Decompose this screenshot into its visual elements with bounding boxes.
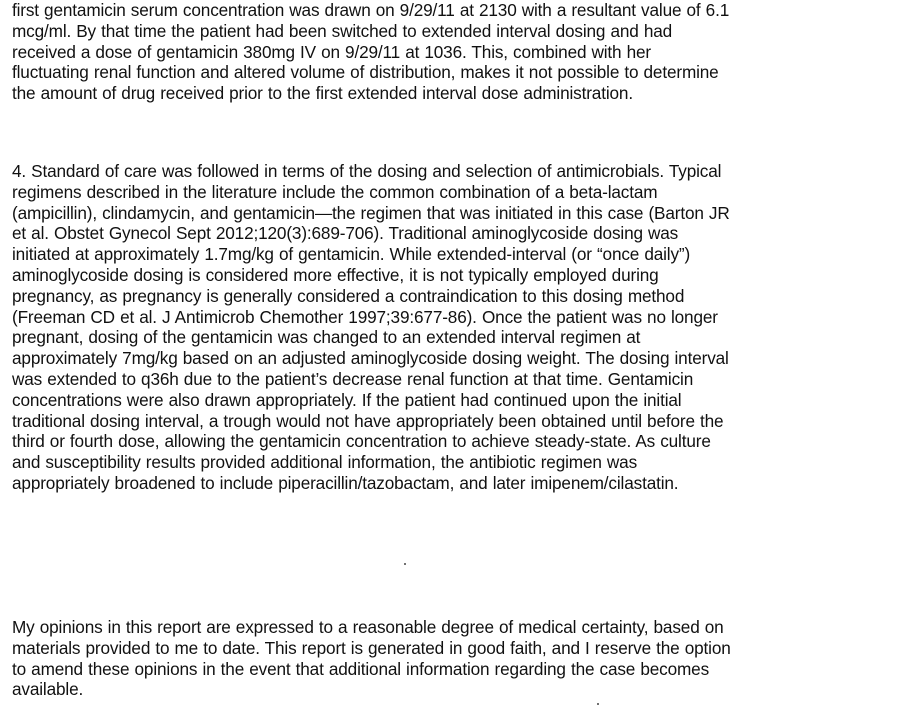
text-line: was extended to q36h due to the patient’s decrease renal function at that time. Gentamicin: [12, 368, 694, 389]
text-line: concentrations were also drawn appropriately. If the patient had continued upon the initial: [12, 389, 682, 410]
paragraph-standard-of-care: [12, 161, 730, 494]
text-line: (ampicillin), clindamycin, and gentamicin—the regimen that was initiated in this case (Barton JR: [12, 202, 730, 223]
text-line: regimens described in the literature include the common combination of a beta-lactam: [12, 181, 658, 202]
text-line: pregnant, dosing of the gentamicin was changed to an extended interval regimen at: [12, 327, 641, 348]
text-line: initiated at approximately 1.7mg/kg of gentamicin. While extended-interval (or “once daily”): [12, 244, 691, 265]
text-line: received a dose of gentamicin 380mg IV on 9/29/11 at 1036. This, combined with her: [12, 41, 651, 62]
text-line: 4. Standard of care was followed in terms of the dosing and selection of antimicrobials. Typical: [12, 161, 722, 181]
text-line: available.: [12, 679, 84, 700]
text-line: (Freeman CD et al. J Antimicrob Chemother 1997;39:677-86). Once the patient was no longer: [12, 306, 718, 327]
text-line: My opinions in this report are expressed to a reasonable degree of medical certainty, based on: [12, 617, 724, 637]
text-line: fluctuating renal function and altered volume of distribution, makes it not possible to determine: [12, 62, 719, 83]
text-line: traditional dosing interval, a trough would not have appropriately been obtained until before the: [12, 410, 724, 431]
paragraph-gentamicin-concentration: [12, 0, 729, 104]
paragraph-opinions-statement: [12, 617, 731, 700]
text-line: mcg/ml. By that time the patient had been switched to extended interval dosing and had: [12, 20, 673, 41]
text-line: and susceptibility results provided additional information, the antibiotic regimen was: [12, 452, 638, 473]
text-line: to amend these opinions in the event that additional information regarding the case becomes: [12, 658, 710, 679]
text-line: the amount of drug received prior to the first extended interval dose administration.: [12, 83, 633, 104]
scan-speck: [404, 563, 406, 565]
scan-speck: [597, 703, 599, 705]
text-line: et al. Obstet Gynecol Sept 2012;120(3):689-706). Traditional aminoglycoside dosing was: [12, 223, 679, 244]
text-line: pregnancy, as pregnancy is generally considered a contraindication to this dosing method: [12, 285, 685, 306]
text-line: materials provided to me to date. This report is generated in good faith, and I reserve the option: [12, 637, 731, 658]
text-line: first gentamicin serum concentration was drawn on 9/29/11 at 2130 with a resultant value of 6.1: [12, 0, 730, 20]
text-line: aminoglycoside dosing is considered more effective, it is not typically employed during: [12, 264, 659, 285]
text-line: approximately 7mg/kg based on an adjusted aminoglycoside dosing weight. The dosing interval: [12, 348, 729, 369]
text-line: third or fourth dose, allowing the gentamicin concentration to achieve steady-state. As culture: [12, 431, 711, 452]
text-line: appropriately broadened to include piperacillin/tazobactam, and later imipenem/cilastatin.: [12, 472, 679, 493]
